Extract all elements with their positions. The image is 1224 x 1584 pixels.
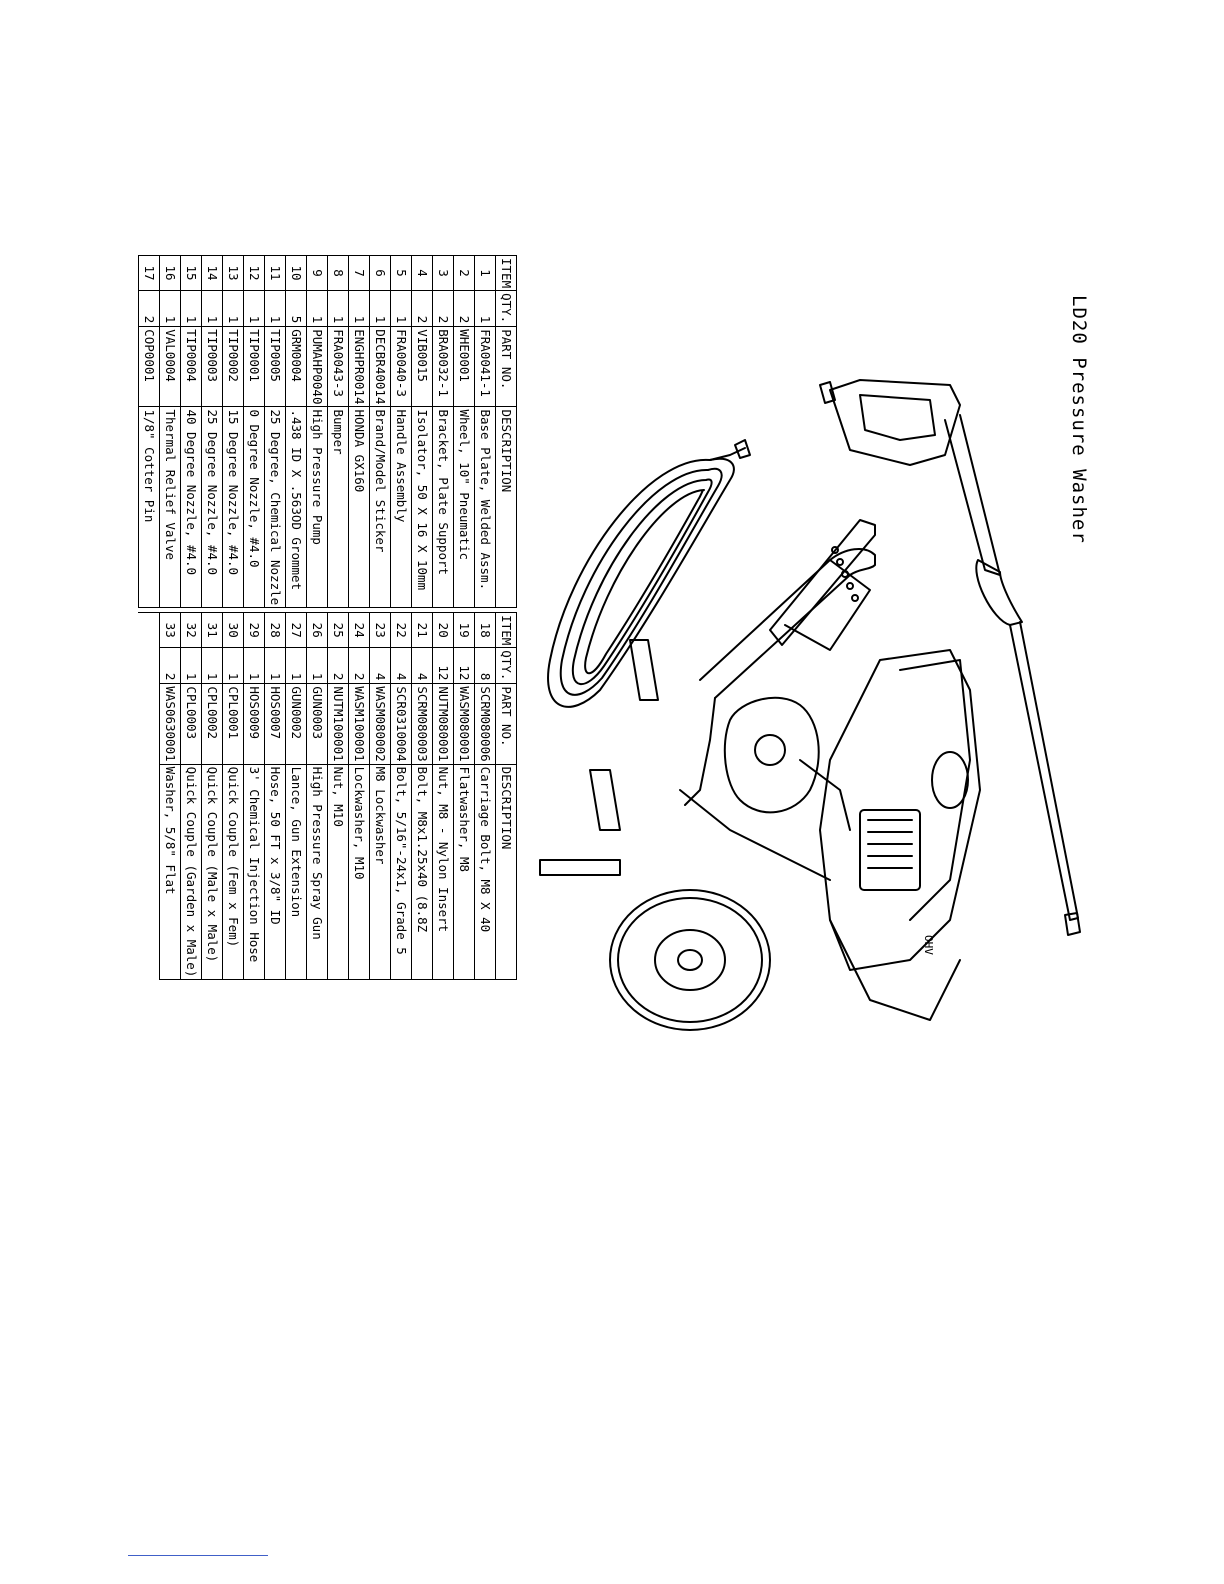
cell-item: 8 <box>328 256 349 291</box>
cell-desc: HONDA GX160 <box>349 407 370 608</box>
pressure-washer-illustration <box>530 360 1105 1050</box>
cell-part: FRA0040-3 <box>391 327 412 407</box>
cell-qty: 1 <box>391 291 412 327</box>
cell-desc: Carriage Bolt, M8 X 40 <box>475 764 496 980</box>
cell-part: PUMAHP0040 <box>307 327 328 407</box>
cell-part: FRA0043-3 <box>328 327 349 407</box>
cell-part: COP0001 <box>139 327 160 407</box>
table-row <box>370 256 391 980</box>
cell-desc: .438 ID X .563OD Grommet <box>286 407 307 608</box>
cell-item: 5 <box>391 256 412 291</box>
cell-item: 15 <box>181 256 202 291</box>
cell-part: TIP0001 <box>244 327 265 407</box>
cell-item: 12 <box>244 256 265 291</box>
cell-item: 29 <box>244 613 265 648</box>
cell-part: TIP0003 <box>202 327 223 407</box>
cell-qty: 1 <box>202 291 223 327</box>
cell-item: 6 <box>370 256 391 291</box>
cell-empty <box>139 684 160 764</box>
cell-desc: 3' Chemical Injection Hose <box>244 764 265 980</box>
table-row <box>160 256 181 980</box>
cell-qty: 1 <box>160 291 181 327</box>
header-qty: QTY. <box>496 648 517 684</box>
cell-part: WHE0001 <box>454 327 475 407</box>
cell-qty: 5 <box>286 291 307 327</box>
table-row <box>181 256 202 980</box>
cell-qty: 1 <box>370 291 391 327</box>
cell-item: 13 <box>223 256 244 291</box>
cell-part: SCRM080006 <box>475 684 496 764</box>
cell-qty: 2 <box>160 648 181 684</box>
cell-item: 17 <box>139 256 160 291</box>
cell-desc: Washer, 5/8" Flat <box>160 764 181 980</box>
cell-part: HOS0007 <box>265 684 286 764</box>
table-header-row <box>496 256 517 980</box>
header-desc: DESCRIPTION <box>496 764 517 980</box>
cell-item: 9 <box>307 256 328 291</box>
cell-qty: 2 <box>349 648 370 684</box>
cell-desc: Nut, M10 <box>328 764 349 980</box>
cell-part: WASM100001 <box>349 684 370 764</box>
cell-desc: High Pressure Spray Gun <box>307 764 328 980</box>
cell-item: 33 <box>160 613 181 648</box>
cell-desc: Brand/Model Sticker <box>370 407 391 608</box>
cell-item: 23 <box>370 613 391 648</box>
cell-desc: High Pressure Pump <box>307 407 328 608</box>
frame-drawing <box>680 520 875 880</box>
cell-desc: 1/8" Cotter Pin <box>139 407 160 608</box>
cell-item: 27 <box>286 613 307 648</box>
cell-qty: 2 <box>433 291 454 327</box>
cell-item: 10 <box>286 256 307 291</box>
cell-empty <box>139 764 160 980</box>
engine-label: OHV <box>922 935 935 955</box>
cell-desc: 0 Degree Nozzle, #4.0 <box>244 407 265 608</box>
cell-empty <box>139 613 160 648</box>
cell-desc: 40 Degree Nozzle, #4.0 <box>181 407 202 608</box>
cell-qty: 1 <box>475 291 496 327</box>
table-row <box>286 256 307 980</box>
cell-qty: 1 <box>328 291 349 327</box>
cell-item: 20 <box>433 613 454 648</box>
table-row <box>244 256 265 980</box>
cell-part: CPL0002 <box>202 684 223 764</box>
cell-part: WASM080002 <box>370 684 391 764</box>
cell-qty: 8 <box>475 648 496 684</box>
cell-desc: Lockwasher, M10 <box>349 764 370 980</box>
table-row <box>391 256 412 980</box>
header-part: PART NO. <box>496 684 517 764</box>
footer-rule <box>128 1555 268 1556</box>
cell-qty: 1 <box>244 648 265 684</box>
cell-qty: 4 <box>370 648 391 684</box>
cell-qty: 1 <box>307 291 328 327</box>
table-row <box>454 256 475 980</box>
cell-item: 7 <box>349 256 370 291</box>
table-row <box>412 256 433 980</box>
cell-desc: Hose, 50 FT x 3/8" ID <box>265 764 286 980</box>
header-qty: QTY. <box>496 291 517 327</box>
cell-qty: 1 <box>202 648 223 684</box>
cell-desc: Quick Couple (Garden x Male) <box>181 764 202 980</box>
cell-qty: 2 <box>139 291 160 327</box>
cell-desc: M8 Lockwasher <box>370 764 391 980</box>
cell-part: TIP0004 <box>181 327 202 407</box>
cell-desc: 25 Degree Nozzle, #4.0 <box>202 407 223 608</box>
cell-part: VAL0004 <box>160 327 181 407</box>
cell-qty: 4 <box>412 648 433 684</box>
cell-qty: 4 <box>391 648 412 684</box>
table-row <box>475 256 496 980</box>
cell-qty: 2 <box>454 291 475 327</box>
parts-table <box>138 255 517 980</box>
cell-qty: 12 <box>433 648 454 684</box>
cell-qty: 1 <box>244 291 265 327</box>
cell-item: 22 <box>391 613 412 648</box>
cell-qty: 1 <box>265 291 286 327</box>
cell-desc: Nut, M8 - Nylon Insert <box>433 764 454 980</box>
cell-part: DECBR40014 <box>370 327 391 407</box>
cell-desc: Bracket, Plate Support <box>433 407 454 608</box>
cell-item: 19 <box>454 613 475 648</box>
cell-item: 16 <box>160 256 181 291</box>
cell-qty: 1 <box>223 648 244 684</box>
cell-item: 18 <box>475 613 496 648</box>
cell-item: 30 <box>223 613 244 648</box>
cell-desc: Bolt, M8x1.25x40 (8.8Z <box>412 764 433 980</box>
cell-part: NUTM100001 <box>328 684 349 764</box>
cell-desc: Lance, Gun Extension <box>286 764 307 980</box>
cell-desc: 25 Degree, Chemical Nozzle <box>265 407 286 608</box>
cell-qty: 1 <box>307 648 328 684</box>
cell-empty <box>139 648 160 684</box>
cell-item: 28 <box>265 613 286 648</box>
cell-part: WAS0630001 <box>160 684 181 764</box>
cell-item: 3 <box>433 256 454 291</box>
table-row <box>328 256 349 980</box>
cell-desc: Thermal Relief Valve <box>160 407 181 608</box>
cell-part: TIP0005 <box>265 327 286 407</box>
cell-desc: Quick Couple (Male x Male) <box>202 764 223 980</box>
cell-item: 31 <box>202 613 223 648</box>
cell-part: VIB0015 <box>412 327 433 407</box>
cell-item: 2 <box>454 256 475 291</box>
cell-qty: 2 <box>412 291 433 327</box>
cell-qty: 1 <box>286 648 307 684</box>
cell-part: GRM0004 <box>286 327 307 407</box>
cell-desc: Handle Assembly <box>391 407 412 608</box>
cell-desc: 15 Degree Nozzle, #4.0 <box>223 407 244 608</box>
cell-desc: Quick Couple (Fem x Fem) <box>223 764 244 980</box>
cell-part: GUN0002 <box>286 684 307 764</box>
cell-desc: Flatwasher, M8 <box>454 764 475 980</box>
cell-part: SCRM080003 <box>412 684 433 764</box>
header-item: ITEM <box>496 613 517 648</box>
table-row <box>223 256 244 980</box>
cell-part: GUN0003 <box>307 684 328 764</box>
cell-qty: 1 <box>181 291 202 327</box>
cell-qty: 1 <box>265 648 286 684</box>
stand-drawing <box>540 640 658 875</box>
cell-part: NUTM080001 <box>433 684 454 764</box>
cell-item: 24 <box>349 613 370 648</box>
header-item: ITEM <box>496 256 517 291</box>
cell-item: 21 <box>412 613 433 648</box>
cell-desc: Wheel, 10" Pneumatic <box>454 407 475 608</box>
cell-part: SCR0310004 <box>391 684 412 764</box>
cell-part: WASM080001 <box>454 684 475 764</box>
cell-qty: 12 <box>454 648 475 684</box>
cell-item: 11 <box>265 256 286 291</box>
table-row <box>202 256 223 980</box>
cell-item: 1 <box>475 256 496 291</box>
cell-desc: Base Plate, Welded Assm. <box>475 407 496 608</box>
page-title: LD20 Pressure Washer <box>1068 295 1090 544</box>
cell-qty: 2 <box>328 648 349 684</box>
header-part: PART NO. <box>496 327 517 407</box>
table-row <box>433 256 454 980</box>
cell-desc: Bolt, 5/16"-24x1, Grade 5 <box>391 764 412 980</box>
cell-item: 32 <box>181 613 202 648</box>
table-row <box>265 256 286 980</box>
hose-coil-drawing <box>548 440 750 707</box>
cell-item: 14 <box>202 256 223 291</box>
cell-item: 25 <box>328 613 349 648</box>
cell-part: CPL0001 <box>223 684 244 764</box>
header-desc: DESCRIPTION <box>496 407 517 608</box>
cell-part: FRA0041-1 <box>475 327 496 407</box>
table-row <box>139 256 160 980</box>
engine-drawing <box>820 650 980 1020</box>
cell-part: TIP0002 <box>223 327 244 407</box>
cell-qty: 1 <box>223 291 244 327</box>
cell-desc: Isolator, 50 X 16 X 10mm <box>412 407 433 608</box>
cell-item: 4 <box>412 256 433 291</box>
table-row <box>307 256 328 980</box>
table-row <box>349 256 370 980</box>
cell-part: HOS0009 <box>244 684 265 764</box>
cell-part: CPL0003 <box>181 684 202 764</box>
cell-part: ENGHPR0014 <box>349 327 370 407</box>
wheel-drawing <box>610 890 770 1030</box>
cell-qty: 1 <box>181 648 202 684</box>
cell-item: 26 <box>307 613 328 648</box>
cell-part: BRA0032-1 <box>433 327 454 407</box>
pump-drawing <box>725 698 850 830</box>
cell-qty: 1 <box>349 291 370 327</box>
cell-desc: Bumper <box>328 407 349 608</box>
